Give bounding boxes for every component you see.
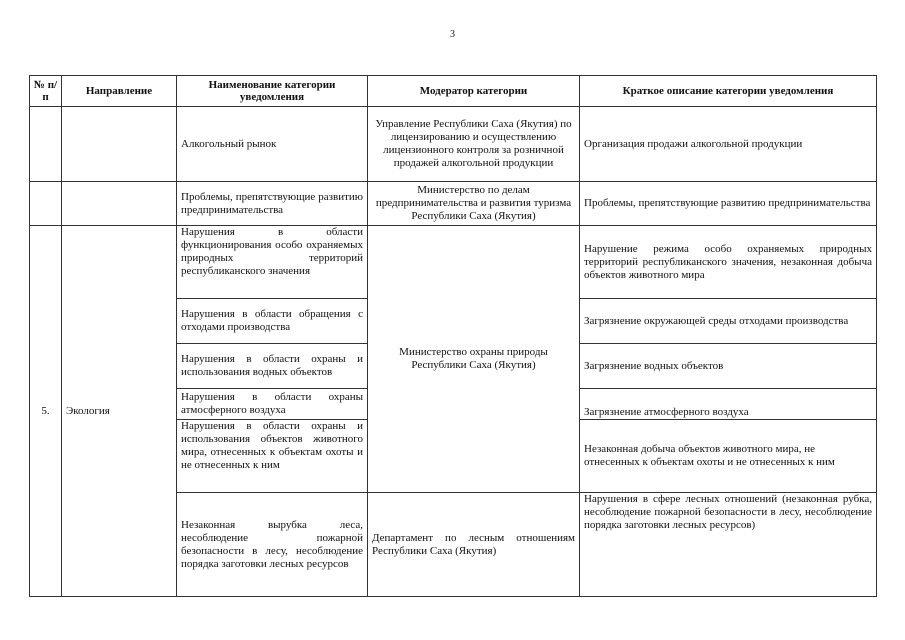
description-cell: Загрязнение окружающей среды отходами производства (580, 299, 877, 344)
description-cell: Организация продажи алкогольной продукции (580, 107, 877, 182)
header-number: № п/п (30, 76, 62, 107)
table-row (30, 226, 877, 299)
table-row (30, 107, 877, 182)
moderator-cell: Министерство по делам предпринимательства и развития туризма Республики Саха (Якутия) (368, 182, 580, 226)
cell-empty (62, 182, 177, 226)
description-cell: Нарушение режима особо охраняемых природных территорий республиканского значения, незаконная добыча объектов животного мира (580, 226, 877, 299)
category-cell: Незаконная вырубка леса, несоблюдение пожарной безопасности в лесу, несоблюдение порядка заготовки лесных ресурсов (177, 493, 368, 597)
header-description: Краткое описание категории уведомления (580, 76, 877, 107)
cell-empty (30, 107, 62, 182)
description-cell: Проблемы, препятствующие развитию предпринимательства (580, 182, 877, 226)
moderator-cell: Департамент по лесным отношениям Республики Саха (Якутия) (368, 493, 580, 597)
notification-categories-table (29, 75, 877, 597)
category-cell: Нарушения в области охраны и использования водных объектов (177, 344, 368, 389)
category-cell: Алкогольный рынок (177, 107, 368, 182)
description-cell: Загрязнение водных объектов (580, 344, 877, 389)
description-cell: Загрязнение атмосферного воздуха (580, 389, 877, 420)
category-cell: Нарушения в области охраны атмосферного воздуха (177, 389, 368, 420)
table-row (30, 182, 877, 226)
description-cell: Нарушения в сфере лесных отношений (незаконная рубка, несоблюдение пожарной безопасности в лесу, несоблюдение порядка заготовки лесных ресурсов) (580, 493, 877, 597)
cell-empty (30, 182, 62, 226)
cell-empty (62, 107, 177, 182)
direction-cell: Экология (62, 226, 177, 597)
page-number: 3 (450, 29, 455, 40)
table-header-row (30, 76, 877, 107)
category-cell: Нарушения в области функционирования особо охраняемых природных территорий республиканского значения (177, 226, 368, 299)
category-cell: Нарушения в области охраны и использования объектов животного мира, отнесенных к объектам охоты и не отнесенных к ним (177, 420, 368, 493)
moderator-cell: Управление Республики Саха (Якутия) по лицензированию и осуществлению лицензионного контроля за розничной продажей алкогольной продукции (368, 107, 580, 182)
header-direction: Направление (62, 76, 177, 107)
description-cell: Незаконная добыча объектов животного мира, не отнесенных к объектам охоты и не отнесенных к ним (580, 420, 877, 493)
row-number: 5. (30, 226, 62, 597)
category-cell: Нарушения в области обращения с отходами производства (177, 299, 368, 344)
moderator-cell: Министерство охраны природы Республики Саха (Якутия) (368, 226, 580, 493)
header-category: Наименование категории уведомления (177, 76, 368, 107)
category-cell: Проблемы, препятствующие развитию предпринимательства (177, 182, 368, 226)
header-moderator: Модератор категории (368, 76, 580, 107)
